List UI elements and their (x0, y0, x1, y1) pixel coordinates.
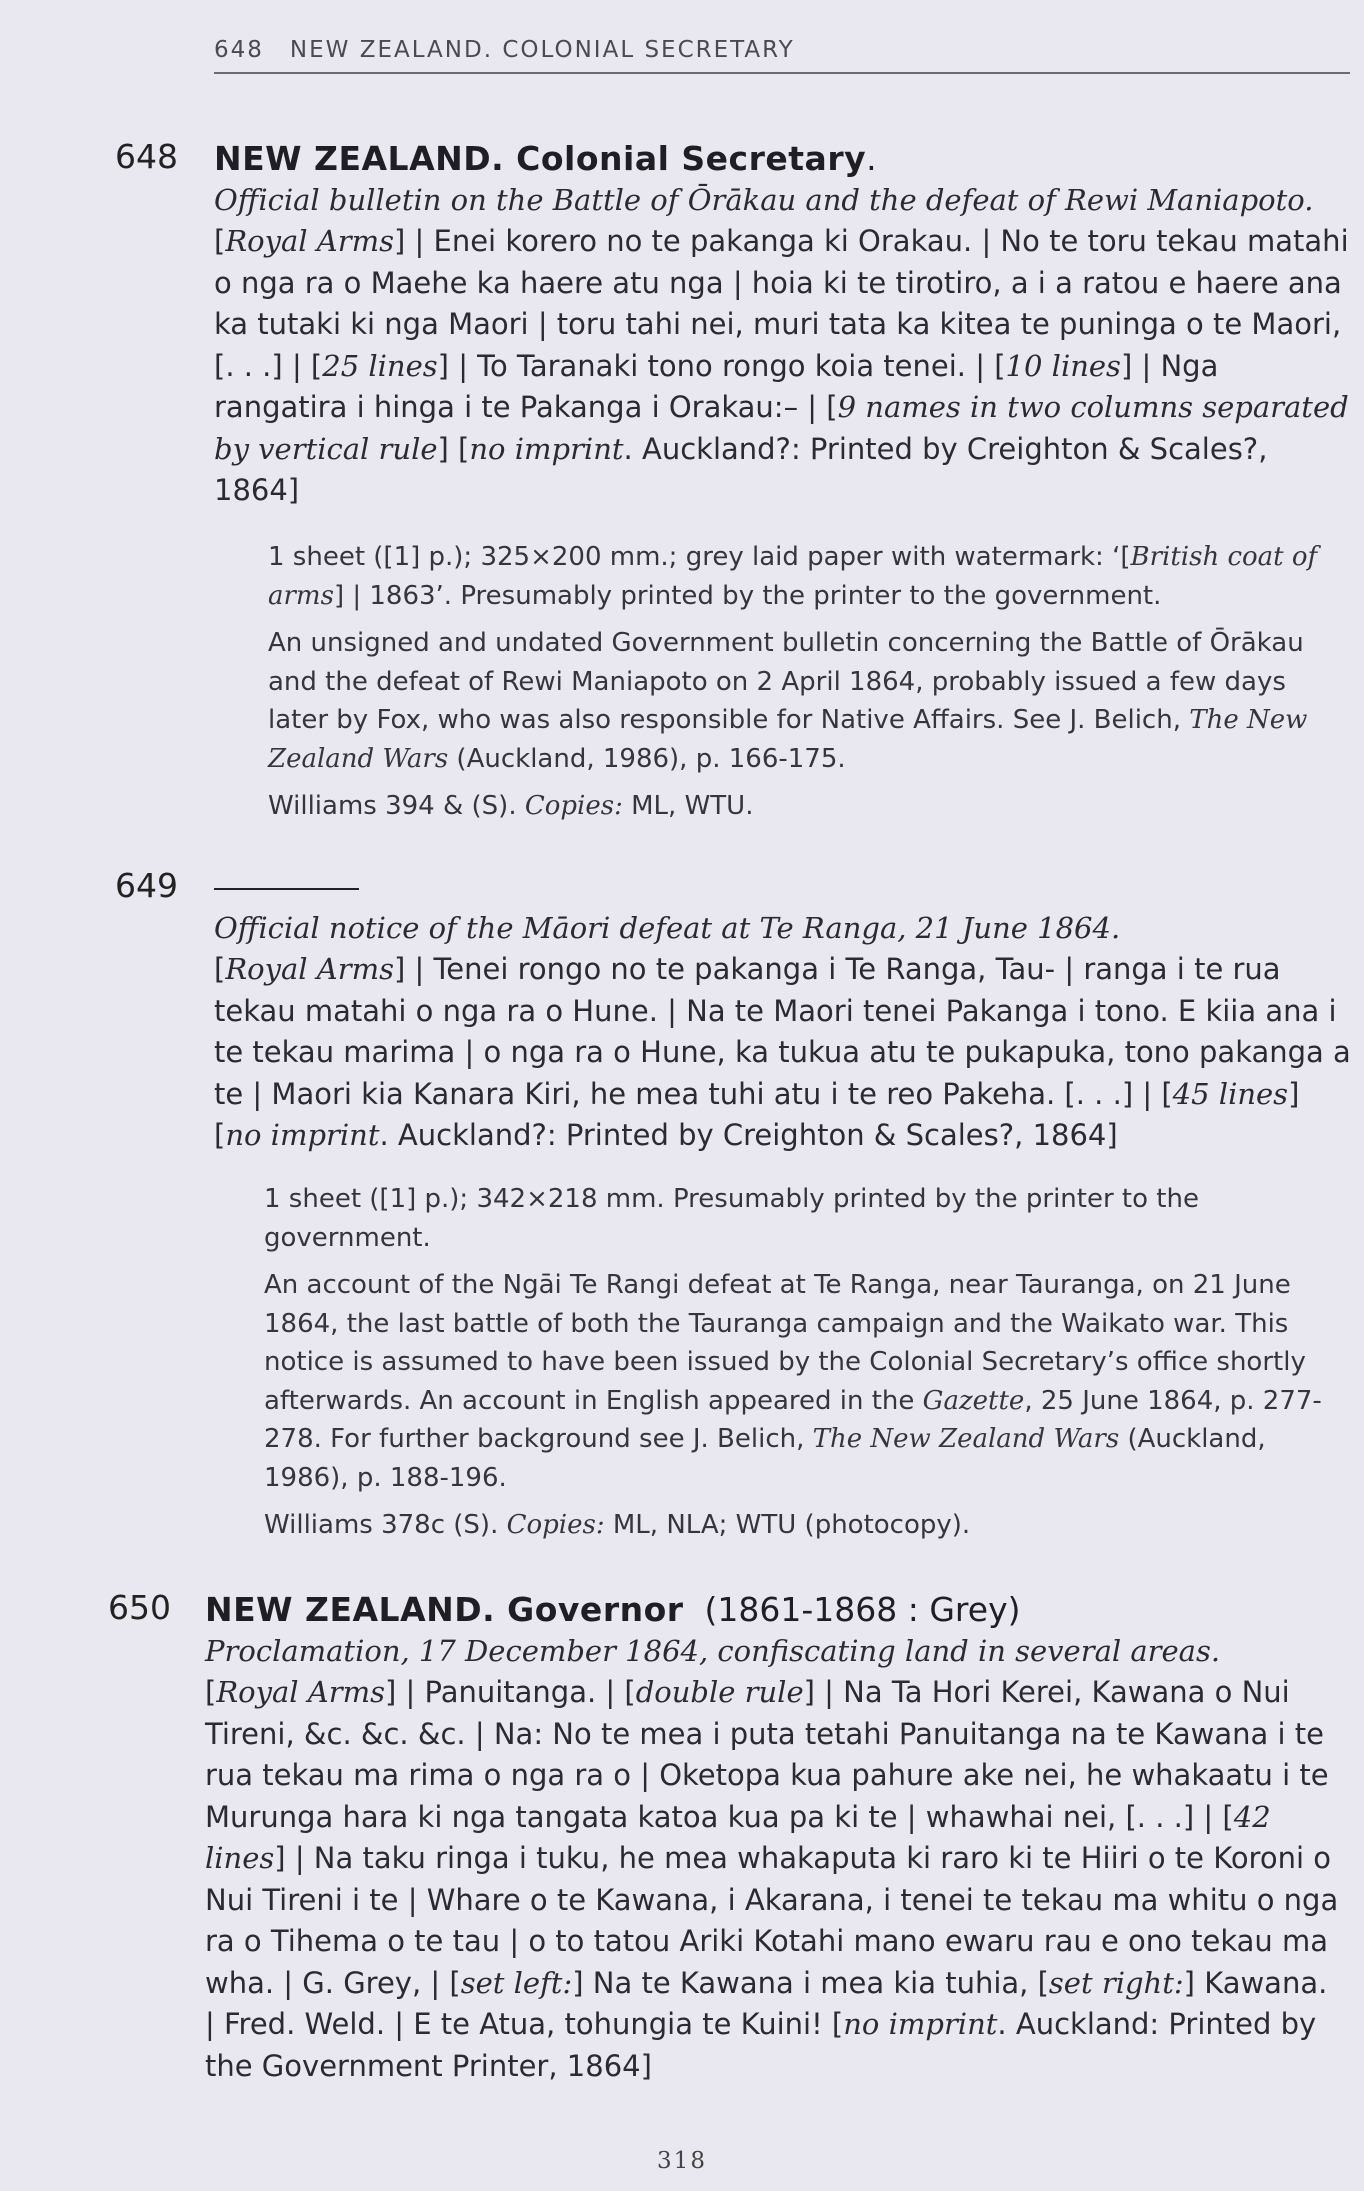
text-run: ] Na te Kawana i mea kia tuhia, [ (572, 1965, 1049, 2000)
entry-title: Official notice of the Māori defeat at Te Ranga, 21 June 1864. (214, 910, 1121, 945)
italic-text: set left: (460, 1965, 573, 2000)
text-run: ] | Na taku ringa i tuku, he mea whakaputa ki raro ki te Hiiri o te Koroni o Nui Tireni i te | Whare o te Kawana, i Akarana, i tenei te tekau ma whitu o nga ra o Tihema o te tau | o to tatou Ariki Kotahi mano ewaru rau e ono tekau ma wha. | G. Grey, | [ (205, 1841, 1339, 2000)
entry-648 (214, 138, 1354, 512)
entry-number: 650 (108, 1588, 171, 1627)
note-physical (268, 538, 1348, 615)
text-run: ML, NLA; WTU (photocopy). (604, 1510, 971, 1540)
text-run: ] | 1863’. Presumably printed by the printer to the government. (333, 580, 1162, 611)
page-folio: 318 (657, 2148, 707, 2174)
italic-text: 10 lines (1005, 348, 1121, 383)
note-description (268, 624, 1348, 778)
note-references (264, 1506, 1344, 1545)
entry-heading: NEW ZEALAND. Colonial Secretary. (214, 139, 877, 178)
text-run: (Auckland, 1986), p. 188-196. (264, 1424, 1266, 1493)
text-run: [ (205, 1675, 217, 1709)
transcript (214, 221, 1354, 512)
entry-649 (214, 866, 1354, 1157)
running-head-text: NEW ZEALAND. COLONIAL SECRETARY (289, 37, 795, 63)
italic-text: no imprint (225, 1118, 380, 1152)
italic-text: 9 names in two columns separated by vertical rule (214, 390, 1349, 466)
entry-heading (214, 866, 1354, 908)
text-run: ] Kawana. | Fred. Weld. | E te Atua, tohungia te Kuini! [ (205, 1965, 1328, 2041)
italic-text: British coat of arms (268, 542, 1318, 611)
notes-648 (268, 538, 1348, 835)
italic-text: 25 lines (322, 348, 438, 383)
text-run: An unsigned and undated Government bulletin concerning the Battle of Ōrākau and the defeat of Rewi Maniapoto on 2 April 1864, probably issued a few days later by Fox, who was also responsible for Native Affairs. See J. Belich, (268, 628, 1304, 735)
text-run: . Auckland?: Printed by Creighton & Scales?, 1864] (379, 1118, 1118, 1152)
entry-650 (205, 1589, 1345, 2087)
heading-subtitle: (1861-1868 : Grey) (704, 1590, 1021, 1629)
text-run: 1 sheet ([1] p.); 342×218 mm. Presumably printed by the printer to the government. (264, 1184, 1199, 1253)
italic-text: double rule (635, 1675, 804, 1709)
transcript (214, 949, 1354, 1157)
text-run: ] | Enei korero no te pakanga ki Orakau. | No te toru tekau matahi o nga ra o Maehe ka haere atu nga | hoia ki te tirotiro, a i a ratou e haere ana ka tutaki ki nga Maori | toru tahi nei, muri tata ka kitea te puninga o te Maori, [. . .] | [ (214, 224, 1349, 383)
entry-number: 648 (115, 137, 178, 176)
note-references (268, 787, 1348, 826)
heading-text: NEW ZEALAND. Colonial Secretary (214, 139, 867, 178)
italic-text: 42 lines (205, 1799, 1271, 1875)
italic-text: Royal Arms (225, 224, 394, 258)
text-run: ] [ (437, 431, 470, 466)
italic-text: Gazette (922, 1385, 1025, 1416)
running-head-page: 648 (214, 37, 264, 63)
text-run: ML, WTU. (622, 791, 754, 821)
text-run: Williams 378c (S). (264, 1510, 507, 1540)
text-run: ] | Panuitanga. | [ (384, 1675, 636, 1709)
text-run: [ (214, 224, 226, 258)
italic-text: no imprint (469, 431, 624, 466)
italic-text: Royal Arms (225, 952, 394, 986)
text-run: ] | Nga rangatira i hinga i te Pakanga i Orakau:– | [ (214, 348, 1219, 424)
italic-text: set right: (1048, 1965, 1184, 2000)
italic-text: no imprint (843, 2007, 998, 2041)
text-run: Williams 394 & (S). (268, 791, 525, 821)
text-run: ] | Tenei rongo no te pakanga i Te Ranga, Tau- | ranga i te rua tekau matahi o nga ra o Hune. | Na te Maori tenei Pakanga i tono. E kiia ana i te tekau marima | o nga ra o Hune, ka tukua atu te pukapuka, tono pakanga a te | Maori kia Kanara Kiri, he mea tuhi atu i te reo Pakeha. [. . .] | [ (214, 952, 1351, 1111)
italic-text: Royal Arms (216, 1675, 385, 1709)
note-description (264, 1266, 1344, 1497)
italic-text: Copies: (506, 1510, 605, 1540)
entry-title: Official bulletin on the Battle of Ōrākau and the defeat of Rewi Maniapoto. (214, 182, 1314, 217)
text-run: . Auckland: Printed by the Government Printer, 1864] (205, 2007, 1317, 2083)
italic-text: 45 lines (1172, 1076, 1289, 1111)
entry-title: Proclamation, 17 December 1864, confiscating land in several areas. (205, 1633, 1221, 1668)
text-run: , 25 June 1864, p. 277-278. For further background see J. Belich, (264, 1385, 1322, 1454)
italic-text: Copies: (524, 791, 623, 821)
entry-number: 649 (115, 866, 178, 905)
running-head (214, 37, 1350, 74)
entry-heading (205, 1589, 1345, 1631)
text-run: ] [ (214, 1076, 1300, 1152)
notes-649 (264, 1180, 1344, 1554)
transcript (205, 1672, 1345, 2087)
text-run: . Auckland?: Printed by Creighton & Scales?, 1864] (214, 431, 1268, 507)
italic-text: The New Zealand Wars (268, 705, 1308, 774)
ditto-rule (214, 888, 359, 890)
text-run: 1 sheet ([1] p.); 325×200 mm.; grey laid paper with watermark: ‘[ (268, 542, 1131, 572)
italic-text: The New Zealand Wars (812, 1424, 1120, 1454)
heading-text: NEW ZEALAND. Governor (205, 1590, 684, 1629)
text-run: ] | Na Ta Hori Kerei, Kawana o Nui Tireni, &c. &c. &c. | Na: No te mea i puta tetahi Panuitanga na te Kawana i te rua tekau ma rima o nga ra o | Oketopa kua pahure ake nei, he whakaatu i te Murunga hara ki nga tangata katoa kua pa ki te | whawhai nei, [. . .] | [ (205, 1675, 1329, 1834)
text-run: ] | To Taranaki tono rongo koia tenei. | [ (437, 348, 1006, 383)
text-run: (Auckland, 1986), p. 166-175. (448, 743, 846, 774)
text-run: An account of the Ngāi Te Rangi defeat at Te Ranga, near Tauranga, on 21 June 1864, the last battle of both the Tauranga campaign and the Waikato war. This notice is assumed to have been issued by the Colonial Secretary’s office shortly afterwards. An account in English appeared in the (264, 1270, 1306, 1416)
text-run: [ (214, 952, 226, 986)
note-physical (264, 1180, 1344, 1257)
